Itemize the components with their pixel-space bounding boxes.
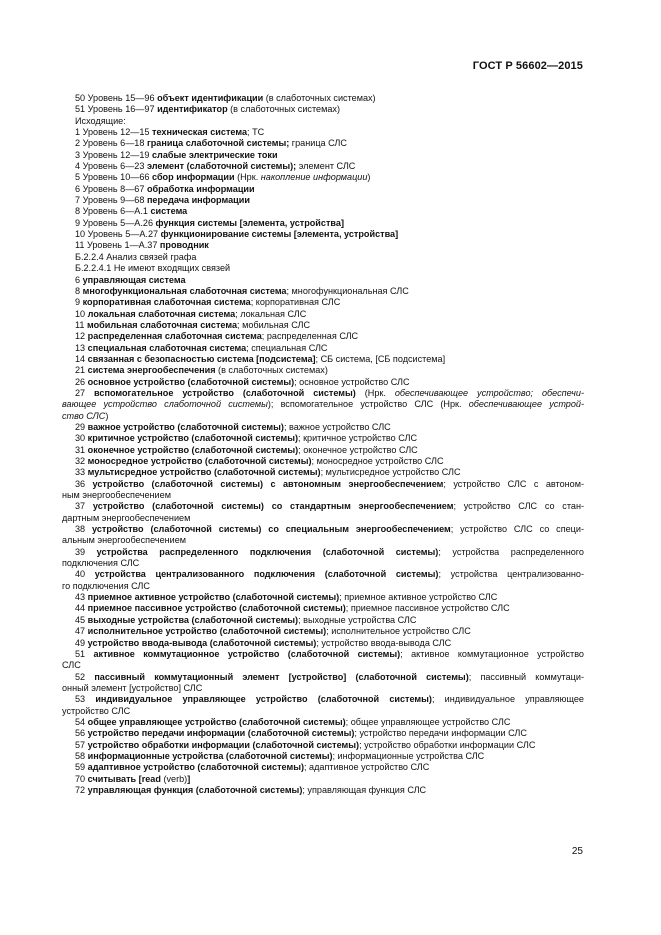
text-line (62, 138, 584, 149)
line-text: 1 Уровень 12—15 (75, 127, 152, 138)
line-text: 32 (75, 456, 88, 466)
line-text: (Нрк. (234, 172, 261, 183)
text-line (62, 104, 584, 115)
term-text: устройство (слаботочной системы) со специальным энергообеспечением (92, 524, 451, 535)
line-text: 54 (75, 716, 88, 727)
line-text: альным энергообеспечением (62, 535, 187, 546)
term-text: сбор информации (152, 172, 235, 183)
line-text: ; распределенная СЛС (261, 331, 359, 342)
term-text: считывать [read (87, 773, 164, 784)
line-text: ным энергообеспечением (62, 490, 171, 501)
line-text: Б.2.2.4 Анализ связей графа (75, 251, 197, 262)
text-line (62, 331, 584, 342)
italic-text: обеспечивающее устрой- (468, 399, 584, 410)
text-line (62, 603, 584, 614)
line-text: 4 Уровень 6—23 (75, 161, 147, 172)
line-text: ; приемное пассивное устройство СЛС (345, 603, 510, 614)
text-line (62, 615, 584, 626)
text-line (62, 626, 584, 637)
line-text: (Нрк. (355, 387, 395, 398)
term-text: важное устройство (слаботочной системы) (87, 421, 284, 432)
line-text: 30 (75, 433, 88, 444)
text-line (62, 581, 584, 592)
line-text: 38 (75, 524, 92, 535)
line-text: ; выходные устройства СЛС (298, 614, 417, 625)
text-line (62, 535, 584, 546)
term-text: активное коммутационное устройство (слаботочной системы) (93, 648, 401, 659)
text-line (62, 377, 584, 388)
text-line (62, 513, 584, 524)
text-line (62, 161, 584, 172)
term-text: передача информации (146, 195, 250, 206)
line-text: ) (105, 410, 109, 421)
line-text: ; корпоративная СЛС (250, 297, 341, 308)
document-body (62, 93, 584, 796)
line-text: ; управляющая функция СЛС (302, 784, 427, 795)
line-text: го подключения СЛС (62, 580, 150, 591)
text-line (62, 445, 584, 456)
term-text: выходные устройства (слаботочной системы) (87, 614, 299, 625)
line-text: ; основное устройство СЛС (294, 376, 410, 387)
italic-text: вающее устройство слаботочной системы (62, 399, 268, 410)
text-line (62, 150, 584, 161)
line-text: 7 Уровень 9—68 (75, 195, 147, 206)
line-text: 3 Уровень 12—19 (75, 149, 152, 160)
term-text: слабые электрические токи (152, 149, 278, 160)
line-text: ; СБ система, [СБ подсистема] (315, 353, 446, 364)
text-line (62, 490, 584, 501)
line-text: ; критичное устройство СЛС (298, 433, 418, 444)
italic-text: обеспечивающее устройство; обеспечи- (394, 387, 584, 398)
line-text: Б.2.2.4.1 Не имеют входящих связей (75, 263, 231, 274)
text-line (62, 354, 584, 365)
text-line (62, 649, 584, 660)
term-text: специальная слаботочная система (87, 342, 247, 353)
text-line (62, 479, 584, 490)
line-text: 8 (75, 285, 83, 296)
text-line (62, 93, 584, 104)
text-line (62, 569, 584, 580)
term-text: устройство (слаботочной системы) с автономным энергообеспечением (92, 478, 444, 489)
line-text: 11 (75, 319, 87, 330)
line-text: 40 (75, 569, 95, 580)
line-text: ; устройство СЛС со стан- (453, 501, 584, 512)
line-text: (в слаботочных системах) (227, 104, 340, 115)
line-text: 37 (75, 501, 93, 512)
line-text: 13 (75, 342, 88, 353)
term-text: функция системы [элемента, устройства] (155, 217, 344, 228)
line-text: ; активное коммутационное устройство (400, 648, 584, 659)
term-text: общее управляющее устройство (слаботочной системы) (87, 716, 346, 727)
text-line (62, 717, 584, 728)
text-line (62, 740, 584, 751)
line-text: 45 (75, 614, 88, 625)
line-text: ; адаптивное устройство СЛС (304, 762, 430, 773)
text-line (62, 694, 584, 705)
line-text: 47 (75, 626, 88, 637)
line-text: 57 (75, 739, 88, 750)
line-text: граница СЛС (289, 138, 347, 149)
term-text: основное устройство (слаботочной системы) (87, 376, 295, 387)
line-text: 33 (75, 467, 88, 478)
text-line (62, 706, 584, 717)
term-text: приемное активное устройство (слаботочной системы) (87, 592, 340, 603)
text-line (62, 728, 584, 739)
line-text: ); вспомогательное устройство СЛС (Нрк. (267, 399, 469, 410)
term-text: критичное устройство (слаботочной системы) (87, 433, 299, 444)
text-line (62, 263, 584, 274)
line-text: Исходящие: (75, 115, 126, 126)
term-text: моносредное устройство (слаботочной системы) (87, 456, 312, 466)
text-line (62, 433, 584, 444)
text-line (62, 456, 584, 467)
line-text: 6 Уровень 8—67 (75, 183, 147, 194)
term-text: граница слаботочной системы; (146, 138, 290, 149)
line-text: ; устройства централизованно- (438, 569, 584, 580)
line-text: ; локальная СЛС (235, 308, 307, 319)
line-text: ; индивидуальное управляющее (431, 694, 584, 705)
document-standard-number: ГОСТ Р 56602—2015 (472, 60, 583, 72)
page-number: 25 (571, 846, 583, 857)
text-line (62, 184, 584, 195)
line-text: 43 (75, 592, 88, 603)
term-text: мобильная слаботочная система (86, 319, 238, 330)
text-line (62, 343, 584, 354)
text-line (62, 252, 584, 263)
term-text: связанная с безопасностью система [подсистема] (87, 353, 316, 364)
text-line (62, 422, 584, 433)
line-text: 51 Уровень 16—97 (75, 104, 158, 115)
term-text: индивидуальное управляющее устройство (слаботочной системы) (95, 694, 432, 705)
term-text: управляющая функция (слаботочной системы) (87, 784, 303, 795)
line-text: 44 (75, 603, 88, 614)
term-text: обработка информации (146, 183, 255, 194)
term-text: приемное пассивное устройство (слаботочной системы) (87, 603, 346, 614)
line-text: 2 Уровень 6—18 (75, 138, 147, 149)
term-text: техническая система (152, 127, 248, 138)
term-text: ] (187, 773, 191, 784)
term-text: управляющая система (82, 274, 186, 285)
text-line (62, 286, 584, 297)
line-text: ; устройство ввода-вывода СЛС (316, 637, 452, 648)
line-text: 12 (75, 331, 88, 342)
line-text: (verb) (163, 773, 188, 784)
line-text: 72 (75, 784, 88, 795)
line-text: дартным энергообеспечением (62, 512, 191, 523)
line-text: ; приемное активное устройство СЛС (339, 592, 498, 603)
line-text: 10 Уровень 5—А.27 (75, 229, 161, 240)
term-text: корпоративная слаботочная система (82, 297, 251, 308)
line-text: 51 (75, 648, 94, 659)
line-text: ; информационные устройства СЛС (332, 750, 485, 761)
text-line (62, 116, 584, 127)
term-text: устройство (слаботочной системы) со стандартным энергообеспечением (92, 501, 454, 512)
text-line (62, 275, 584, 286)
term-text: идентификатор (157, 104, 228, 115)
line-text: 31 (75, 444, 88, 455)
line-text: (в слаботочных системах) (263, 93, 376, 103)
line-text: ; устройство СЛС с автоном- (443, 478, 584, 489)
text-line (62, 751, 584, 762)
text-line (62, 683, 584, 694)
text-line (62, 501, 584, 512)
term-text: исполнительное устройство (слаботочной системы) (87, 626, 327, 637)
line-text: 11 Уровень 1—А.37 (75, 240, 160, 251)
text-line (62, 411, 584, 422)
term-text: устройства распределенного подключения (слаботочной системы) (96, 546, 439, 557)
line-text: ; устройство обработки информации СЛС (359, 739, 536, 750)
line-text: 27 (75, 387, 95, 398)
term-text: оконечное устройство (слаботочной системы) (87, 444, 299, 455)
text-line (62, 592, 584, 603)
line-text: 10 (75, 308, 88, 319)
text-line (62, 195, 584, 206)
term-text: адаптивное устройство (слаботочной системы) (87, 762, 304, 773)
italic-text: ство СЛС (62, 410, 106, 421)
text-line (62, 547, 584, 558)
text-line (62, 399, 584, 410)
text-line (62, 320, 584, 331)
text-line (62, 388, 584, 399)
line-text: подключения СЛС (62, 558, 140, 569)
line-text: 36 (75, 478, 93, 489)
line-text: ; мультисредное устройство СЛС (320, 467, 461, 478)
text-line (62, 240, 584, 251)
line-text: ; исполнительное устройство СЛС (326, 626, 471, 637)
text-line (62, 218, 584, 229)
term-text: устройства централизованного подключения (слаботочной системы) (94, 569, 439, 580)
term-text: многофункциональная слаботочная система (82, 285, 287, 296)
line-text: ; устройство передачи информации СЛС (354, 728, 527, 739)
text-line (62, 206, 584, 217)
text-line (62, 672, 584, 683)
line-text: 9 (75, 297, 83, 308)
term-text: устройство обработки информации (слаботочной системы) (87, 739, 360, 750)
line-text: ; пассивный коммутаци- (468, 671, 584, 682)
text-line (62, 762, 584, 773)
line-text: 59 (75, 762, 88, 773)
text-line (62, 127, 584, 138)
line-text: онный элемент [устройство] СЛС (62, 682, 203, 693)
line-text: 49 (75, 637, 88, 648)
term-text: распределенная слаботочная система (87, 331, 262, 342)
term-text: информационные устройства (слаботочной системы) (87, 750, 333, 761)
text-line (62, 785, 584, 796)
text-line (62, 172, 584, 183)
term-text: локальная слаботочная система (87, 308, 236, 319)
line-text: ) (367, 172, 371, 183)
line-text: 6 (75, 274, 83, 285)
term-text: объект идентификации (157, 93, 264, 103)
text-line (62, 467, 584, 478)
line-text: 56 (75, 728, 88, 739)
line-text: 50 Уровень 15—96 (75, 93, 158, 103)
line-text: (в слаботочных системах) (215, 365, 328, 376)
term-text: система (150, 206, 188, 217)
line-text: ; ТС (247, 127, 265, 138)
term-text: устройство ввода-вывода (слаботочной системы) (87, 637, 317, 648)
line-text: 39 (75, 546, 97, 557)
text-line (62, 309, 584, 320)
term-text: система энергообеспечения (87, 365, 216, 376)
line-text: ; моносредное устройство СЛС (311, 456, 444, 466)
line-text: 5 Уровень 10—66 (75, 172, 152, 183)
text-line (62, 660, 584, 671)
text-line (62, 638, 584, 649)
line-text: 8 Уровень 6—А.1 (75, 206, 151, 217)
line-text: СЛС (62, 660, 81, 671)
line-text: устройство СЛС (62, 705, 131, 716)
text-line (62, 229, 584, 240)
term-text: функционирование системы [элемента, устройства] (160, 229, 399, 240)
line-text: ; общее управляющее устройство СЛС (345, 716, 511, 727)
line-text: элемент СЛС (296, 161, 356, 172)
term-text: вспомогательное устройство (слаботочной системы) (94, 387, 356, 398)
italic-text: накопление информации (260, 172, 368, 183)
line-text: ; мобильная СЛС (237, 319, 311, 330)
line-text: 29 (75, 421, 88, 432)
line-text: 9 Уровень 5—А.26 (75, 217, 156, 228)
term-text: элемент (слаботочной системы); (146, 161, 297, 172)
line-text: ; важное устройство СЛС (283, 421, 391, 432)
line-text: ; устройство СЛС со специ- (450, 524, 584, 535)
text-line (62, 524, 584, 535)
line-text: 70 (75, 773, 88, 784)
line-text: ; специальная СЛС (246, 342, 328, 353)
line-text: ; многофункциональная СЛС (286, 285, 409, 296)
term-text: пассивный коммутационный элемент [устройство] (слаботочной системы) (94, 671, 469, 682)
line-text: 14 (75, 353, 88, 364)
line-text: 21 (75, 365, 88, 376)
line-text: 58 (75, 750, 88, 761)
line-text: ; оконечное устройство СЛС (298, 444, 418, 455)
term-text: устройство передачи информации (слаботочной системы) (87, 728, 355, 739)
line-text: ; устройства распределенного (438, 546, 584, 557)
line-text: 53 (75, 694, 96, 705)
text-line (62, 365, 584, 376)
line-text: 26 (75, 376, 88, 387)
line-text: 52 (75, 671, 95, 682)
text-line (62, 297, 584, 308)
text-line (62, 558, 584, 569)
term-text: проводник (159, 240, 209, 251)
text-line (62, 774, 584, 785)
term-text: мультисредное устройство (слаботочной системы) (87, 467, 321, 478)
